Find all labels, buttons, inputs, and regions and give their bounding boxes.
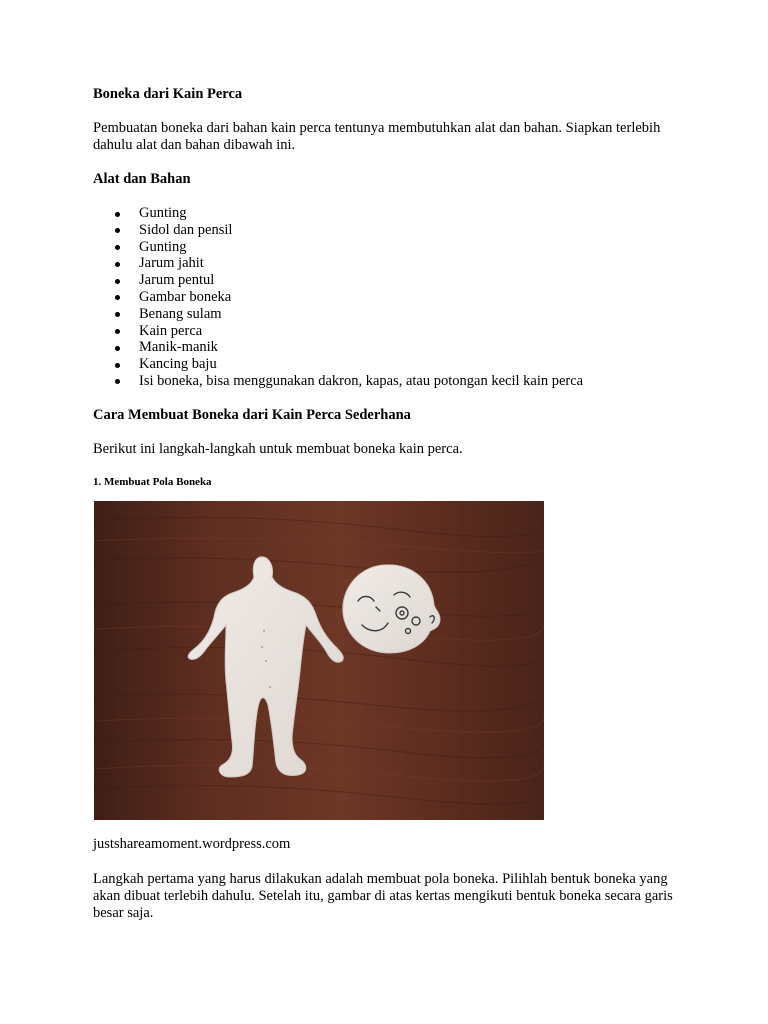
list-item: Gambar boneka <box>139 289 683 306</box>
intro-paragraph: Pembuatan boneka dari bahan kain perca tentunya membutuhkan alat dan bahan. Siapkan terlebih dahulu alat dan bahan dibawah ini. <box>93 120 661 153</box>
materials-heading: Alat dan Bahan <box>93 171 191 187</box>
list-item: Jarum jahit <box>139 255 683 272</box>
step1-heading: 1. Membuat Pola Boneka <box>93 475 212 488</box>
list-item: Kain perca <box>139 323 683 340</box>
list-item: Sidol dan pensil <box>139 222 683 239</box>
document-page <box>93 86 683 922</box>
howto-heading: Cara Membuat Boneka dari Kain Perca Sederhana <box>93 406 411 423</box>
list-item: Benang sulam <box>139 306 683 323</box>
list-item: Manik-manik <box>139 339 683 356</box>
list-item: Kancing baju <box>139 356 683 373</box>
step1-paragraph: Langkah pertama yang harus dilakukan adalah membuat pola boneka. Pilihlah bentuk boneka yang akan dibuat terlebih dahulu. Setelah itu, gambar di atas kertas mengikuti bentuk boneka secara garis besar saja. <box>93 870 673 921</box>
photo-caption: justshareamoment.wordpress.com <box>93 835 291 852</box>
list-item: Gunting <box>139 205 683 222</box>
list-item: Jarum pentul <box>139 272 683 289</box>
list-item: Isi boneka, bisa menggunakan dakron, kapas, atau potongan kecil kain perca <box>139 373 683 390</box>
materials-list <box>93 205 683 390</box>
doll-pattern-photo <box>94 501 544 820</box>
howto-intro: Berikut ini langkah-langkah untuk membuat boneka kain perca. <box>93 440 463 457</box>
document-title: Boneka dari Kain Perca <box>93 86 243 102</box>
list-item: Gunting <box>139 239 683 256</box>
